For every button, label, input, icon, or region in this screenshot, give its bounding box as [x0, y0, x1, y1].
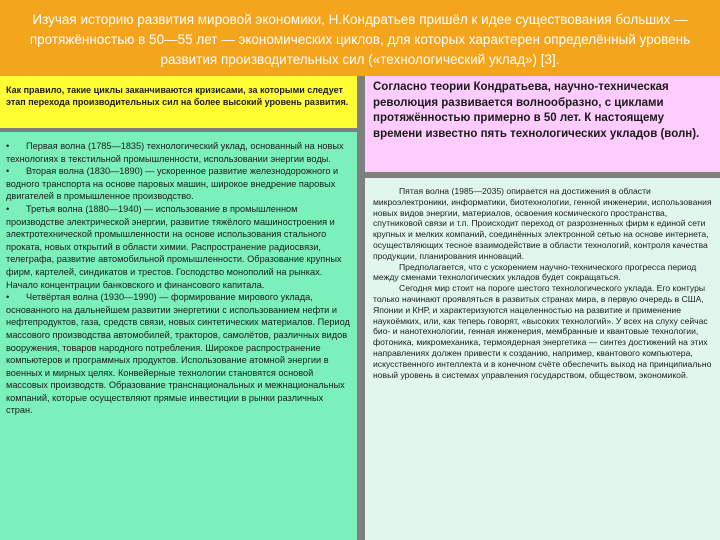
fifth-sixth-wave-panel — [365, 178, 720, 540]
theory-summary-panel — [365, 76, 720, 172]
bullet-icon: • — [6, 166, 10, 177]
crisis-note-panel — [0, 76, 357, 128]
wave-text: Первая волна (1785—1835) технологический уклад, основанный на новых технологиях в текстильной промышленности, использовании энергии воды. — [6, 141, 344, 164]
wave-1 — [6, 140, 351, 165]
wave-text: Третья волна (1880—1940) — использование в промышленном производстве электрической энергии, развитие тяжёлого машиностроения и электротехнической промышленности на основе использования стального проката, новых открытий в области химии. Распространение радиосвязи, телеграфа, развитие автомобильной промышленности. Образование крупных фирм, картелей, синдикатов и трестов. Господство монополий на рынках. Начало концентрации банковского и финансового капитала. — [6, 203, 342, 290]
bullet-icon: • — [6, 203, 10, 214]
crisis-note-text: Как правило, такие циклы заканчиваются кризисами, за которыми следует этап перехода производительных сил на более высокий уровень развития. — [6, 85, 349, 107]
sixth-wave-paragraph: Сегодня мир стоит на пороге шестого технологического уклада. Его контуры только начинают проявляться в развитых странах мира, в первую очередь в США, Японии и КНР, и характеризуются нацеленностью на развитие и применение наукоёмких, или, как теперь говорят, «высоких технологий». У всех на слуху сейчас био- и нанотехнологии, генная инженерия, мембранные и квантовые технологии, фотоника, микромеханика, термоядерная энергетика — синтез достижений на этих направлениях должен привести к созданию, например, квантового компьютера, искусственного интеллекта и в конечном счёте обеспечить выход на принципиально новый уровень в системах управления государством, обществом, экономикой. — [373, 283, 712, 380]
wave-2 — [6, 165, 351, 203]
wave-4 — [6, 291, 351, 417]
wave-text: Четвёртая волна (1930—1990) — формирование мирового уклада, основанного на дальнейшем развитии энергетики с использованием нефти и нефтепродуктов, газа, средств связи, новых синтетических материалов. Период массового производства автомобилей, тракторов, самолётов, различных видов вооружения, товаров народного потребления. Широкое распространение компьютеров и программных продуктов. Использование атомной энергии в военных и мирных целях. Конвейерные технологии становятся основой массовых производств. Образование транснациональных и межнациональных компаний, которые осуществляют прямые инвестиции в рынки различных стран. — [6, 292, 350, 416]
waves-list-panel — [0, 132, 357, 540]
bullet-icon: • — [6, 141, 10, 151]
acceleration-paragraph: Предполагается, что с ускорением научно-технического прогресса период между сменами технологических укладов будет сокращаться. — [373, 261, 697, 283]
fifth-wave-paragraph: Пятая волна (1985—2035) опирается на достижения в области микроэлектроники, информатики, биотехнологии, генной инженерии, использования новых видов энергии, материалов, освоения космического пространства, спутниковой связи и т.п. Происходит переход от разрозненных фирм к единой сети крупных и мелких компаний, соединённых электронной сетью на основе интернета, осуществляющих тесное взаимодействие в области технологий, контроля качества продукции, планирования инноваций. — [373, 186, 712, 261]
title-text: Изучая историю развития мировой экономики, Н.Кондратьев пришёл к идее существования больших — протяжённостью в 50—55 лет — экономических циклов, для которых характерен определённый уровень развития производительных сил («технологический уклад») [3]. — [29, 12, 691, 67]
bullet-icon: • — [6, 292, 10, 303]
wave-text: Вторая волна (1830—1890) — ускоренное развитие железнодорожного и водного транспорта на основе паровых машин, широкое внедрение паровых двигателей в промышленное производство. — [6, 166, 339, 202]
slide-title — [0, 0, 720, 76]
theory-summary-text: Согласно теории Кондратьева, научно-техническая революция развивается волнообразно, с циклами протяжённостью примерно в 50 лет. К настоящему времени известно пять технологических укладов (волн). — [373, 81, 700, 140]
wave-3 — [6, 203, 351, 291]
